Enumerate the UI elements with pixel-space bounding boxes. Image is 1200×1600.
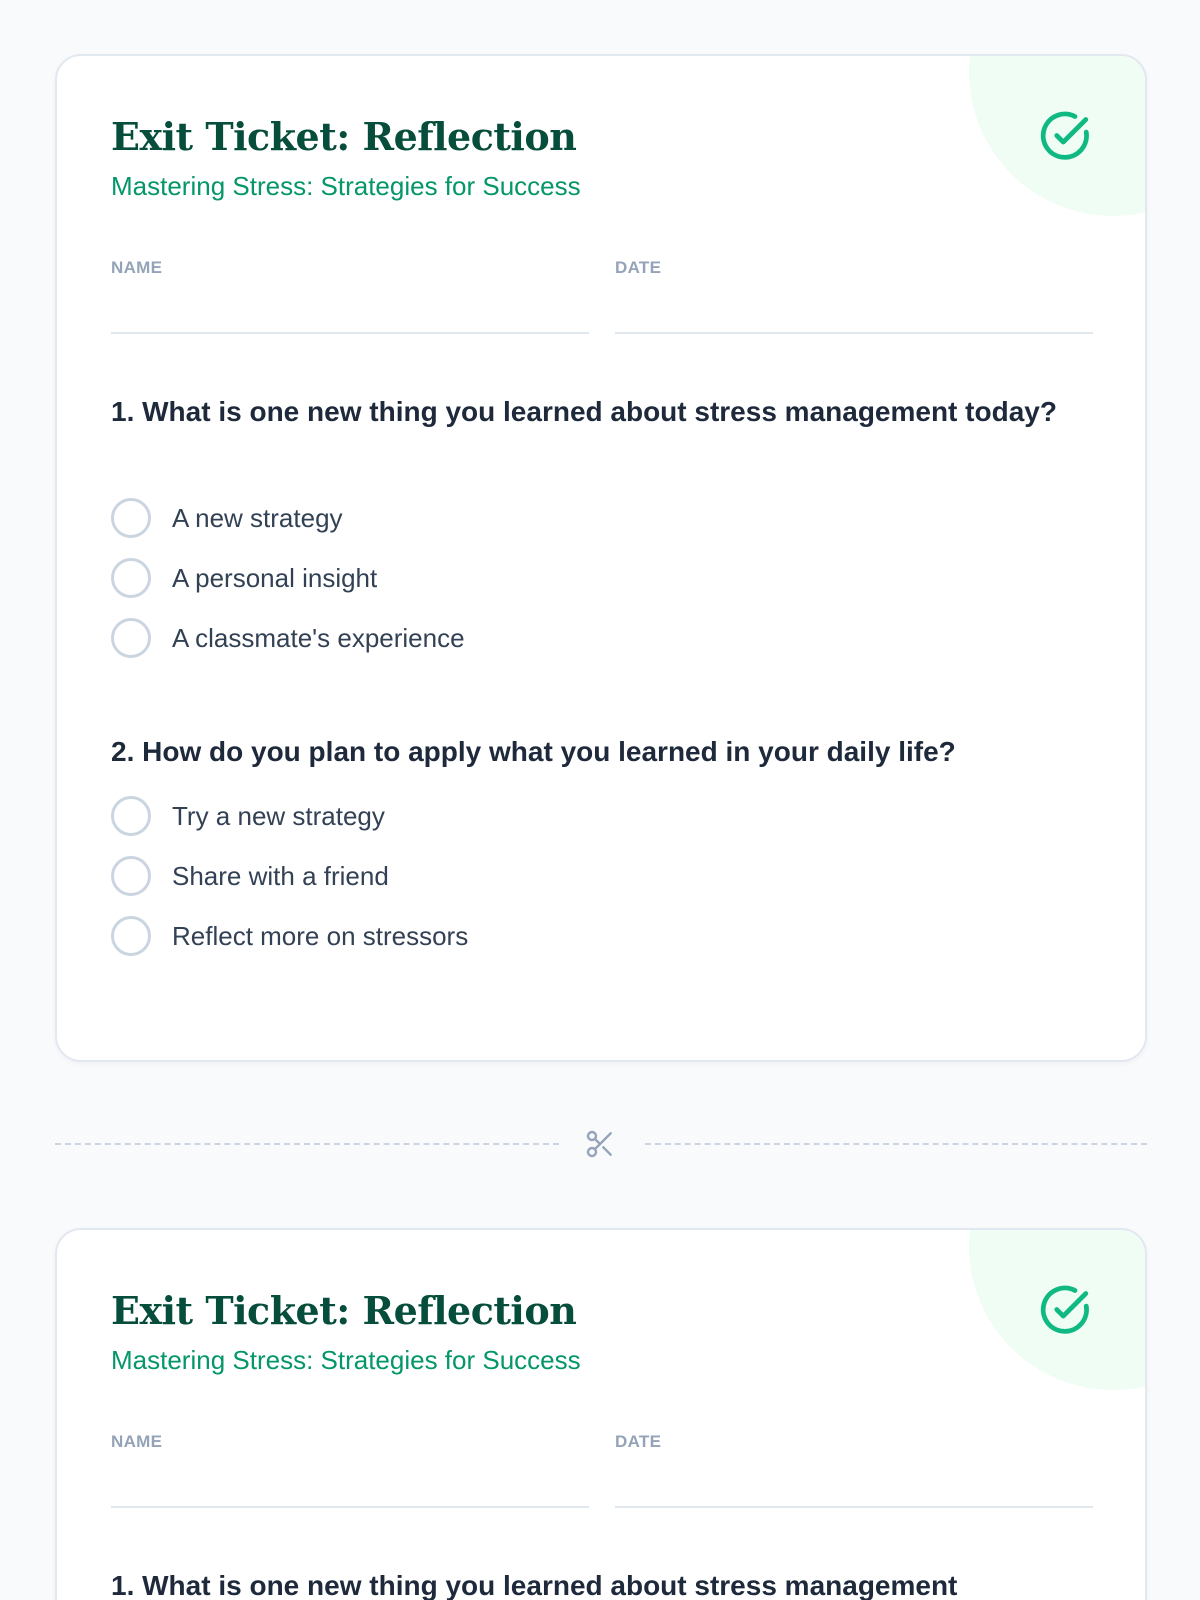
scissors-icon — [584, 1128, 616, 1160]
ticket-title: Exit Ticket: Reflection — [111, 1288, 577, 1333]
option-share-with-friend[interactable] — [111, 856, 389, 896]
name-label: NAME — [111, 258, 163, 277]
name-field[interactable] — [111, 1464, 589, 1508]
radio-button[interactable] — [111, 796, 151, 836]
ticket-subtitle: Mastering Stress: Strategies for Success — [111, 1345, 581, 1375]
check-circle-icon — [1039, 1284, 1091, 1336]
question-2: 2. How do you plan to apply what you learned in your daily life? — [111, 736, 956, 767]
cut-line-right — [645, 1143, 1147, 1145]
ticket-subtitle: Mastering Stress: Strategies for Success — [111, 171, 581, 201]
radio-button[interactable] — [111, 856, 151, 896]
option-label: A classmate's experience — [172, 622, 465, 653]
option-new-strategy[interactable] — [111, 498, 343, 538]
cut-line-left — [55, 1143, 559, 1145]
date-field[interactable] — [615, 1464, 1093, 1508]
option-try-new-strategy[interactable] — [111, 796, 385, 836]
radio-button[interactable] — [111, 558, 151, 598]
option-label: Share with a friend — [172, 860, 389, 891]
name-label: NAME — [111, 1432, 163, 1451]
question-1: 1. What is one new thing you learned about stress management — [111, 1570, 958, 1600]
date-label: DATE — [615, 1432, 662, 1451]
option-label: A new strategy — [172, 502, 343, 533]
exit-ticket-card — [55, 54, 1147, 1062]
option-reflect-stressors[interactable] — [111, 916, 468, 956]
date-label: DATE — [615, 258, 662, 277]
radio-button[interactable] — [111, 498, 151, 538]
option-classmate-experience[interactable] — [111, 618, 465, 658]
option-label: Reflect more on stressors — [172, 920, 469, 951]
check-circle-icon — [1039, 110, 1091, 162]
option-label: A personal insight — [172, 562, 378, 593]
exit-ticket-card — [55, 1228, 1147, 1600]
name-field[interactable] — [111, 290, 589, 334]
radio-button[interactable] — [111, 618, 151, 658]
question-1: 1. What is one new thing you learned about stress management today? — [111, 396, 1057, 427]
option-label: Try a new strategy — [172, 800, 385, 831]
radio-button[interactable] — [111, 916, 151, 956]
date-field[interactable] — [615, 290, 1093, 334]
option-personal-insight[interactable] — [111, 558, 377, 598]
ticket-title: Exit Ticket: Reflection — [111, 114, 577, 159]
